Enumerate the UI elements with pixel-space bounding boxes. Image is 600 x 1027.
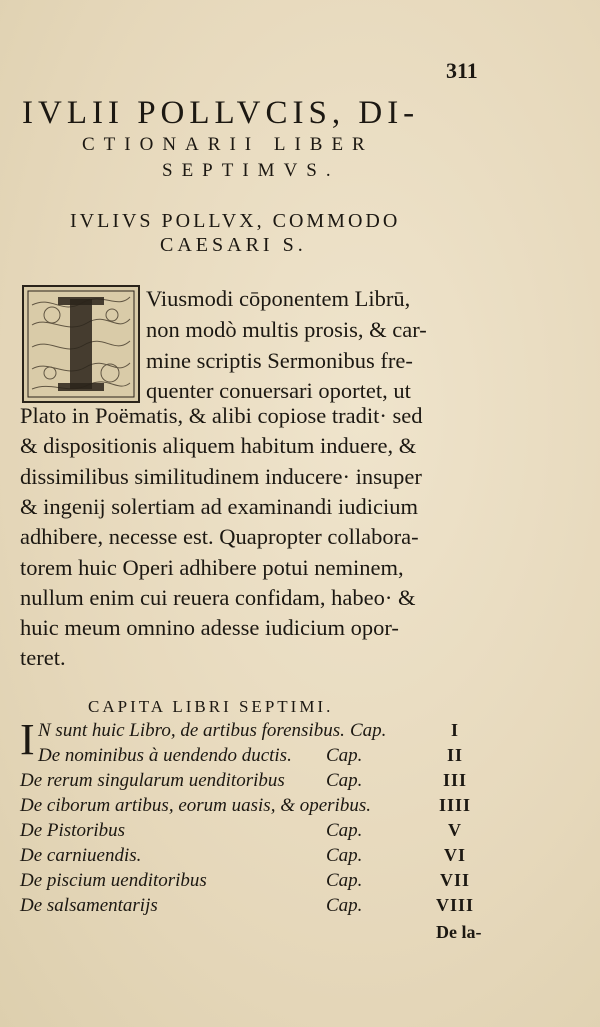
- body-text-line: Plato in Poëmatis, & alibi copiose tradit· sed: [20, 403, 423, 428]
- contents-entry-title: De carniuendis.: [20, 845, 142, 866]
- body-text-line: dissimilibus similitudinem inducere· insuper: [20, 464, 422, 489]
- contents-entry-number: II: [446, 745, 463, 765]
- contents-entry-number: IIII: [438, 795, 472, 815]
- contents-entry-number: V: [448, 820, 462, 840]
- body-text-line: Viusmodi cōponentem Librū,: [146, 286, 411, 311]
- contents-heading: CAPITA LIBRI SEPTIMI.: [88, 697, 334, 716]
- contents-entry-cap: Cap.: [326, 845, 363, 866]
- contents-entry-title: De nominibus à uendendo ductis.: [38, 745, 292, 766]
- contents-entry-cap: Cap.: [326, 745, 363, 766]
- contents-row: [0, 845, 600, 871]
- catchword: De la-: [436, 922, 482, 942]
- contents-entry-cap: Cap.: [326, 770, 363, 791]
- contents-entry-number: VII: [439, 870, 470, 890]
- chapter-title-line-1: IVLII POLLVCIS, DI-: [22, 95, 420, 131]
- body-text-line: torem huic Operi adhibere potui neminem,: [20, 555, 404, 580]
- contents-row: [0, 895, 600, 921]
- body-text-line: teret.: [20, 645, 66, 670]
- body-text-line: huic meum omnino adesse iudicium opor-: [20, 615, 399, 640]
- dedication-line-2: CAESARI S.: [160, 234, 307, 256]
- contents-entry-cap: Cap.: [350, 720, 387, 741]
- contents-entry-number: VIII: [435, 895, 474, 915]
- contents-row: [0, 745, 600, 771]
- contents-entry-title: De Pistoribus: [20, 820, 126, 841]
- contents-entry-cap: Cap.: [326, 895, 363, 916]
- body-text-line: & ingenij solertiam ad examinandi iudicium: [20, 494, 419, 519]
- contents-entry-title: De salsamentarijs: [20, 895, 158, 916]
- contents-row: [0, 795, 600, 821]
- contents-entry-title: De rerum singularum uenditoribus: [20, 770, 285, 791]
- contents-row: [0, 820, 600, 846]
- chapter-title-line-2: CTIONARII LIBER: [82, 134, 374, 155]
- body-text-line: & dispositionis aliquem habitum induere, &: [20, 433, 417, 458]
- decorated-initial-icon: [22, 285, 140, 403]
- contents-entry-title: De ciborum artibus, eorum uasis, & operibus.: [20, 795, 371, 816]
- contents-row: [0, 720, 600, 746]
- body-text-line: nullum enim cui reuera confidam, habeo· &: [20, 585, 416, 610]
- dedication-line-1: IVLIVS POLLVX, COMMODO: [70, 210, 401, 232]
- contents-entry-cap: Cap.: [326, 820, 363, 841]
- contents-entry-number: VI: [443, 845, 466, 865]
- contents-row: [0, 770, 600, 796]
- contents-entry-title: N sunt huic Libro, de artibus forensibus.: [38, 720, 345, 741]
- chapter-title-line-3: SEPTIMVS.: [162, 160, 340, 181]
- body-text-line: adhibere, necesse est. Quapropter collabora-: [20, 524, 419, 549]
- body-text-line: mine scriptis Sermonibus fre-: [146, 348, 413, 373]
- body-text-line: quenter conuersari oportet, ut: [146, 378, 411, 403]
- body-text-line: non modò multis prosis, & car-: [146, 317, 427, 342]
- contents-initial: I: [20, 715, 35, 764]
- page-number: 311: [446, 58, 478, 83]
- contents-entry-number: I: [450, 720, 459, 740]
- contents-entry-title: De piscium uenditoribus: [20, 870, 207, 891]
- contents-row: [0, 870, 600, 896]
- contents-entry-number: III: [442, 770, 467, 790]
- contents-entry-cap: Cap.: [326, 870, 363, 891]
